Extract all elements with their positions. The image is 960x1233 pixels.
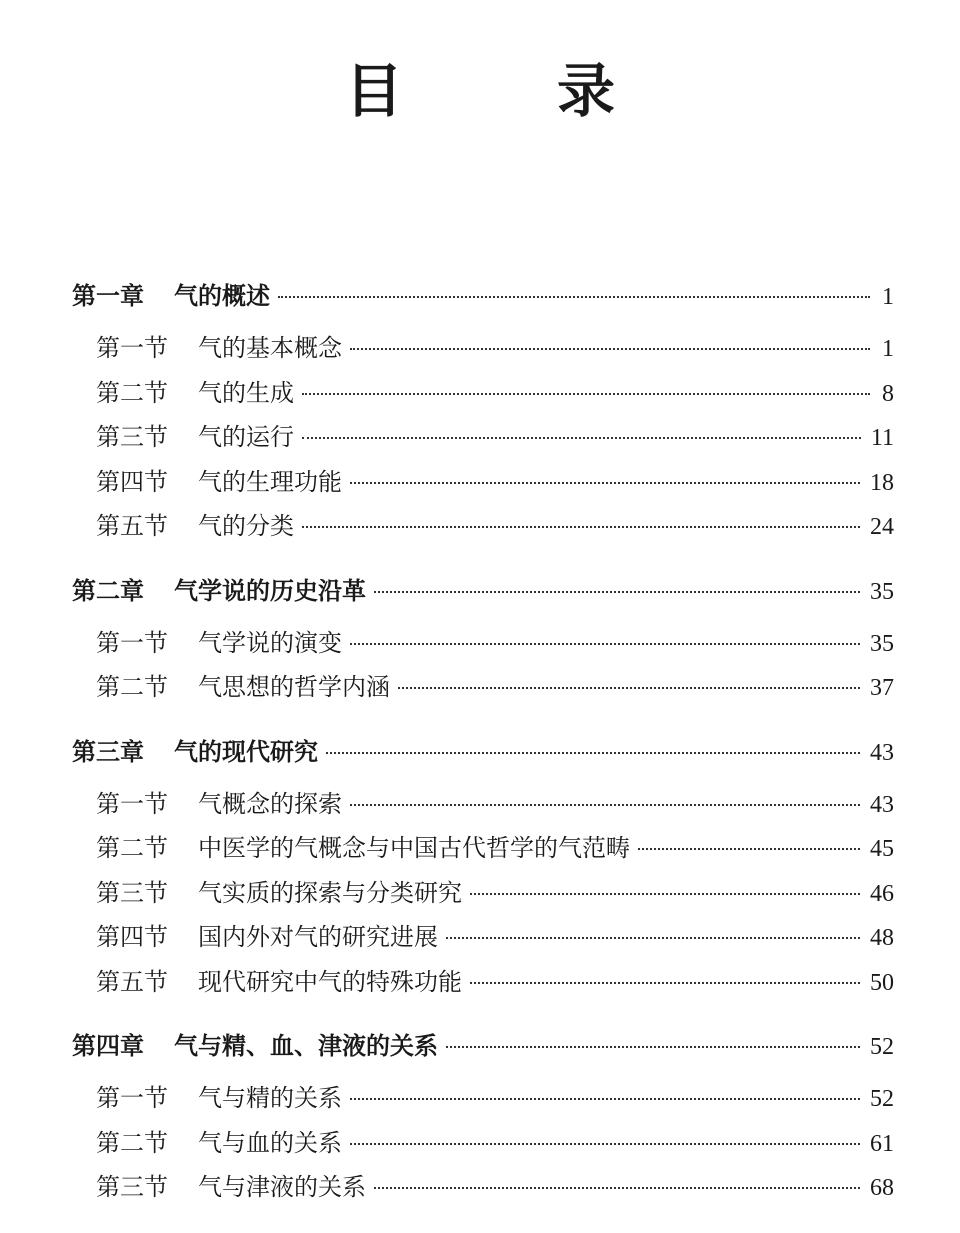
page-number: 1 xyxy=(882,336,894,362)
chapter-number: 第一章 xyxy=(72,282,144,310)
section-title: 气的运行 xyxy=(198,423,294,451)
page-number: 18 xyxy=(870,469,894,496)
dot-leader xyxy=(470,893,860,895)
page-number: 68 xyxy=(870,1175,894,1201)
page-number: 43 xyxy=(870,791,894,818)
dot-leader xyxy=(302,393,870,395)
section-title: 气思想的哲学内涵 xyxy=(198,673,390,701)
toc-section-entry[interactable] xyxy=(72,960,894,1005)
page-number: 37 xyxy=(870,675,894,701)
dot-leader xyxy=(302,526,860,528)
section-number: 第一节 xyxy=(96,1084,168,1112)
page-number: 8 xyxy=(882,380,894,407)
section-number: 第二节 xyxy=(96,834,168,862)
dot-leader xyxy=(446,937,860,939)
section-number: 第四节 xyxy=(96,467,168,496)
page-number: 45 xyxy=(870,836,894,862)
dot-leader xyxy=(350,1098,860,1100)
section-number: 第一节 xyxy=(96,789,168,818)
page-number: 11 xyxy=(870,425,894,451)
toc-section-entry[interactable] xyxy=(72,621,894,666)
section-number: 第二节 xyxy=(96,1128,168,1157)
section-title: 气学说的演变 xyxy=(198,628,342,657)
section-title: 气与精的关系 xyxy=(198,1084,342,1112)
section-title: 气与血的关系 xyxy=(198,1128,342,1157)
page-number: 61 xyxy=(870,1130,894,1157)
toc-chapter-entry[interactable] xyxy=(72,567,894,615)
section-number: 第五节 xyxy=(96,512,168,540)
page-number: 35 xyxy=(870,578,894,605)
section-title: 气的基本概念 xyxy=(198,334,342,362)
chapter-number: 第四章 xyxy=(72,1032,144,1060)
toc-section-entry[interactable] xyxy=(72,371,894,416)
toc-section-entry[interactable] xyxy=(72,460,894,505)
section-title: 气实质的探索与分类研究 xyxy=(198,878,462,907)
dot-leader xyxy=(470,982,860,984)
section-title: 气的生成 xyxy=(198,378,294,407)
dot-leader xyxy=(350,804,860,806)
dot-leader xyxy=(638,848,860,850)
toc-section-entry[interactable] xyxy=(72,871,894,916)
toc-chapter-entry[interactable] xyxy=(72,1022,894,1070)
dot-leader xyxy=(446,1046,860,1048)
section-number: 第四节 xyxy=(96,923,168,951)
dot-leader xyxy=(398,687,860,689)
section-number: 第二节 xyxy=(96,378,168,407)
dot-leader xyxy=(350,348,870,350)
toc-section-entry[interactable] xyxy=(72,1165,894,1210)
section-title: 中医学的气概念与中国古代哲学的气范畴 xyxy=(198,834,630,862)
toc-chapter-entry[interactable] xyxy=(72,728,894,776)
toc-section-entry[interactable] xyxy=(72,826,894,871)
section-number: 第一节 xyxy=(96,334,168,362)
page-title: 目 录 xyxy=(344,57,663,125)
section-number: 第二节 xyxy=(96,673,168,701)
section-title: 现代研究中气的特殊功能 xyxy=(198,967,462,996)
dot-leader xyxy=(350,1143,860,1145)
dot-leader xyxy=(350,643,860,645)
chapter-title: 气的现代研究 xyxy=(174,737,318,766)
section-number: 第一节 xyxy=(96,628,168,657)
page-number: 50 xyxy=(870,969,894,996)
toc-section-entry[interactable] xyxy=(72,915,894,960)
toc-section-entry[interactable] xyxy=(72,1121,894,1166)
section-number: 第五节 xyxy=(96,967,168,996)
page-number: 35 xyxy=(870,630,894,657)
section-title: 国内外对气的研究进展 xyxy=(198,923,438,951)
chapter-title: 气学说的历史沿革 xyxy=(174,576,366,605)
page-number: 52 xyxy=(870,1034,894,1060)
chapter-number: 第三章 xyxy=(72,737,144,766)
toc-section-entry[interactable] xyxy=(72,782,894,827)
section-title: 气概念的探索 xyxy=(198,789,342,818)
dot-leader xyxy=(374,591,860,593)
page-number: 48 xyxy=(870,925,894,951)
section-title: 气的生理功能 xyxy=(198,467,342,496)
toc-section-entry[interactable] xyxy=(72,504,894,549)
dot-leader xyxy=(374,1187,860,1189)
page-number: 1 xyxy=(882,284,894,310)
page-number: 24 xyxy=(870,514,894,540)
chapter-number: 第二章 xyxy=(72,576,144,605)
chapter-title: 气与精、血、津液的关系 xyxy=(174,1032,438,1060)
section-number: 第三节 xyxy=(96,1173,168,1201)
table-of-contents xyxy=(72,272,894,1210)
dot-leader xyxy=(350,482,860,484)
page-number: 52 xyxy=(870,1086,894,1112)
toc-section-entry[interactable] xyxy=(72,326,894,371)
section-number: 第三节 xyxy=(96,878,168,907)
dot-leader xyxy=(278,296,870,298)
section-title: 气与津液的关系 xyxy=(198,1173,366,1201)
toc-section-entry[interactable] xyxy=(72,415,894,460)
page-number: 43 xyxy=(870,739,894,766)
section-title: 气的分类 xyxy=(198,512,294,540)
toc-section-entry[interactable] xyxy=(72,1076,894,1121)
toc-chapter-entry[interactable] xyxy=(72,272,894,320)
toc-section-entry[interactable] xyxy=(72,665,894,710)
section-number: 第三节 xyxy=(96,423,168,451)
dot-leader xyxy=(326,752,860,754)
page-number: 46 xyxy=(870,880,894,907)
chapter-title: 气的概述 xyxy=(174,282,270,310)
dot-leader xyxy=(302,437,861,439)
